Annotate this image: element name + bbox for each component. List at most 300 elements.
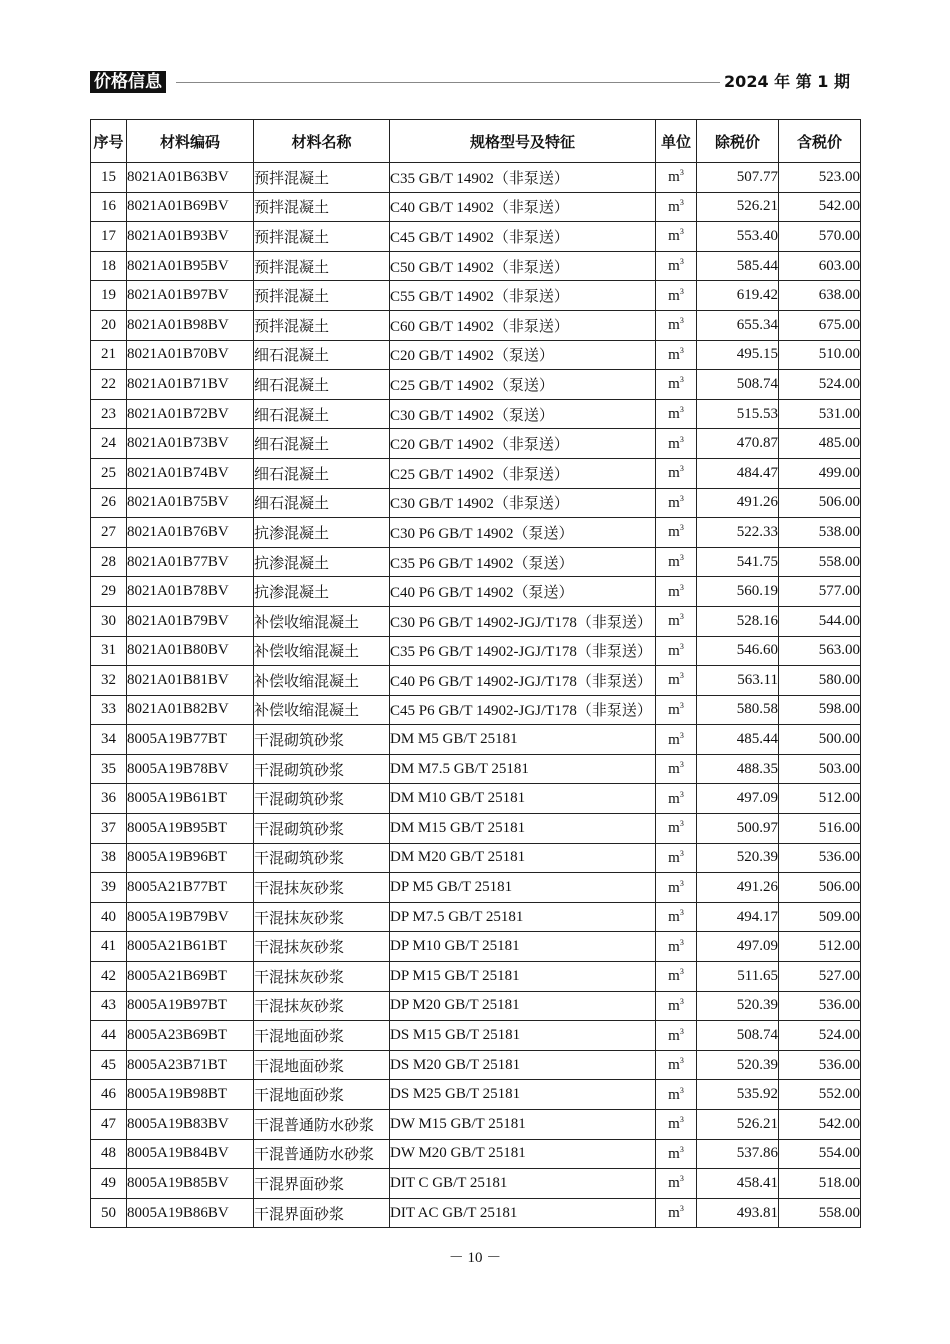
cell-name: 补偿收缩混凝土 bbox=[254, 636, 390, 666]
cell-price-inc-tax: 510.00 bbox=[779, 340, 861, 370]
table-row bbox=[91, 547, 861, 577]
cell-code: 8021A01B93BV bbox=[127, 222, 254, 252]
cell-spec: DS M25 GB/T 25181 bbox=[390, 1080, 656, 1110]
cell-no: 46 bbox=[91, 1080, 127, 1110]
cell-no: 45 bbox=[91, 1050, 127, 1080]
cell-no: 22 bbox=[91, 370, 127, 400]
cell-code: 8021A01B73BV bbox=[127, 429, 254, 459]
unit-base: m bbox=[668, 494, 680, 511]
price-table bbox=[90, 119, 861, 1228]
cell-code: 8021A01B75BV bbox=[127, 488, 254, 518]
cell-name: 预拌混凝土 bbox=[254, 163, 390, 193]
cell-price-inc-tax: 675.00 bbox=[779, 310, 861, 340]
col-header-price-ex-tax: 除税价 bbox=[697, 120, 779, 163]
cell-name: 干混抹灰砂浆 bbox=[254, 873, 390, 903]
cell-unit bbox=[656, 429, 697, 459]
cell-code: 8021A01B81BV bbox=[127, 666, 254, 696]
table-row bbox=[91, 1080, 861, 1110]
cell-code: 8005A19B84BV bbox=[127, 1139, 254, 1169]
cell-code: 8005A19B85BV bbox=[127, 1169, 254, 1199]
cell-price-ex-tax: 655.34 bbox=[697, 310, 779, 340]
col-header-no: 序号 bbox=[91, 120, 127, 163]
cell-no: 35 bbox=[91, 754, 127, 784]
cell-spec: C25 GB/T 14902（非泵送） bbox=[390, 458, 656, 488]
cell-unit bbox=[656, 784, 697, 814]
cell-price-inc-tax: 558.00 bbox=[779, 1198, 861, 1228]
unit-exponent: 3 bbox=[679, 464, 684, 474]
cell-spec: C35 GB/T 14902（非泵送） bbox=[390, 163, 656, 193]
cell-price-inc-tax: 554.00 bbox=[779, 1139, 861, 1169]
cell-code: 8021A01B77BV bbox=[127, 547, 254, 577]
cell-price-inc-tax: 598.00 bbox=[779, 695, 861, 725]
unit-exponent: 3 bbox=[679, 316, 684, 326]
cell-price-ex-tax: 537.86 bbox=[697, 1139, 779, 1169]
cell-price-ex-tax: 560.19 bbox=[697, 577, 779, 607]
unit-exponent: 3 bbox=[679, 730, 684, 740]
unit-exponent: 3 bbox=[679, 345, 684, 355]
unit-base: m bbox=[668, 909, 680, 926]
cell-spec: C30 P6 GB/T 14902（泵送） bbox=[390, 518, 656, 548]
unit-exponent: 3 bbox=[679, 375, 684, 385]
unit-base: m bbox=[668, 1057, 680, 1074]
cell-name: 细石混凝土 bbox=[254, 429, 390, 459]
table-row bbox=[91, 784, 861, 814]
cell-spec: C40 P6 GB/T 14902-JGJ/T178（非泵送） bbox=[390, 666, 656, 696]
cell-spec: C40 GB/T 14902（非泵送） bbox=[390, 192, 656, 222]
cell-price-ex-tax: 541.75 bbox=[697, 547, 779, 577]
cell-price-ex-tax: 526.21 bbox=[697, 192, 779, 222]
cell-name: 预拌混凝土 bbox=[254, 222, 390, 252]
table-row bbox=[91, 932, 861, 962]
cell-price-inc-tax: 536.00 bbox=[779, 843, 861, 873]
unit-base: m bbox=[668, 406, 680, 423]
cell-unit bbox=[656, 340, 697, 370]
cell-unit bbox=[656, 695, 697, 725]
cell-unit bbox=[656, 873, 697, 903]
cell-name: 预拌混凝土 bbox=[254, 310, 390, 340]
cell-price-ex-tax: 485.44 bbox=[697, 725, 779, 755]
cell-unit bbox=[656, 991, 697, 1021]
col-header-code: 材料编码 bbox=[127, 120, 254, 163]
cell-no: 19 bbox=[91, 281, 127, 311]
table-row bbox=[91, 695, 861, 725]
cell-price-inc-tax: 531.00 bbox=[779, 399, 861, 429]
cell-unit bbox=[656, 577, 697, 607]
cell-price-inc-tax: 570.00 bbox=[779, 222, 861, 252]
table-row bbox=[91, 991, 861, 1021]
cell-price-ex-tax: 497.09 bbox=[697, 932, 779, 962]
cell-price-inc-tax: 503.00 bbox=[779, 754, 861, 784]
cell-name: 细石混凝土 bbox=[254, 399, 390, 429]
cell-no: 40 bbox=[91, 902, 127, 932]
cell-name: 干混砌筑砂浆 bbox=[254, 814, 390, 844]
cell-no: 42 bbox=[91, 962, 127, 992]
cell-price-inc-tax: 558.00 bbox=[779, 547, 861, 577]
unit-base: m bbox=[668, 583, 680, 600]
cell-name: 干混砌筑砂浆 bbox=[254, 784, 390, 814]
cell-spec: C55 GB/T 14902（非泵送） bbox=[390, 281, 656, 311]
unit-base: m bbox=[668, 346, 680, 363]
cell-price-ex-tax: 520.39 bbox=[697, 1050, 779, 1080]
col-header-spec: 规格型号及特征 bbox=[390, 120, 656, 163]
cell-price-inc-tax: 577.00 bbox=[779, 577, 861, 607]
unit-base: m bbox=[668, 879, 680, 896]
unit-exponent: 3 bbox=[679, 493, 684, 503]
cell-code: 8021A01B97BV bbox=[127, 281, 254, 311]
cell-price-ex-tax: 520.39 bbox=[697, 991, 779, 1021]
cell-no: 15 bbox=[91, 163, 127, 193]
cell-no: 27 bbox=[91, 518, 127, 548]
cell-unit bbox=[656, 1021, 697, 1051]
cell-spec: DM M20 GB/T 25181 bbox=[390, 843, 656, 873]
table-row bbox=[91, 1198, 861, 1228]
cell-code: 8021A01B69BV bbox=[127, 192, 254, 222]
cell-price-inc-tax: 518.00 bbox=[779, 1169, 861, 1199]
cell-no: 39 bbox=[91, 873, 127, 903]
cell-spec: C35 P6 GB/T 14902-JGJ/T178（非泵送） bbox=[390, 636, 656, 666]
cell-price-inc-tax: 542.00 bbox=[779, 1110, 861, 1140]
cell-no: 17 bbox=[91, 222, 127, 252]
cell-code: 8021A01B76BV bbox=[127, 518, 254, 548]
table-row bbox=[91, 340, 861, 370]
unit-exponent: 3 bbox=[679, 1026, 684, 1036]
cell-unit bbox=[656, 251, 697, 281]
cell-unit bbox=[656, 458, 697, 488]
cell-spec: DM M5 GB/T 25181 bbox=[390, 725, 656, 755]
cell-name: 细石混凝土 bbox=[254, 370, 390, 400]
table-row bbox=[91, 222, 861, 252]
cell-no: 18 bbox=[91, 251, 127, 281]
cell-code: 8005A19B98BT bbox=[127, 1080, 254, 1110]
unit-base: m bbox=[668, 1175, 680, 1192]
unit-base: m bbox=[668, 554, 680, 571]
cell-name: 预拌混凝土 bbox=[254, 251, 390, 281]
table-row bbox=[91, 636, 861, 666]
cell-spec: DIT AC GB/T 25181 bbox=[390, 1198, 656, 1228]
cell-name: 预拌混凝土 bbox=[254, 192, 390, 222]
cell-unit bbox=[656, 932, 697, 962]
cell-price-inc-tax: 563.00 bbox=[779, 636, 861, 666]
cell-no: 24 bbox=[91, 429, 127, 459]
cell-unit bbox=[656, 666, 697, 696]
cell-no: 43 bbox=[91, 991, 127, 1021]
cell-price-inc-tax: 580.00 bbox=[779, 666, 861, 696]
cell-spec: C50 GB/T 14902（非泵送） bbox=[390, 251, 656, 281]
cell-name: 干混地面砂浆 bbox=[254, 1021, 390, 1051]
cell-price-ex-tax: 458.41 bbox=[697, 1169, 779, 1199]
table-row bbox=[91, 1050, 861, 1080]
unit-base: m bbox=[668, 968, 680, 985]
unit-exponent: 3 bbox=[679, 967, 684, 977]
cell-price-inc-tax: 603.00 bbox=[779, 251, 861, 281]
cell-unit bbox=[656, 725, 697, 755]
cell-unit bbox=[656, 518, 697, 548]
cell-no: 21 bbox=[91, 340, 127, 370]
cell-price-inc-tax: 512.00 bbox=[779, 784, 861, 814]
cell-price-inc-tax: 500.00 bbox=[779, 725, 861, 755]
cell-spec: DM M7.5 GB/T 25181 bbox=[390, 754, 656, 784]
cell-unit bbox=[656, 1110, 697, 1140]
table-row bbox=[91, 1139, 861, 1169]
cell-unit bbox=[656, 163, 697, 193]
cell-price-inc-tax: 499.00 bbox=[779, 458, 861, 488]
cell-unit bbox=[656, 1080, 697, 1110]
unit-exponent: 3 bbox=[679, 405, 684, 415]
unit-exponent: 3 bbox=[679, 1204, 684, 1214]
unit-exponent: 3 bbox=[679, 168, 684, 178]
unit-exponent: 3 bbox=[679, 1174, 684, 1184]
cell-unit bbox=[656, 222, 697, 252]
cell-spec: DP M10 GB/T 25181 bbox=[390, 932, 656, 962]
cell-code: 8021A01B80BV bbox=[127, 636, 254, 666]
cell-price-ex-tax: 497.09 bbox=[697, 784, 779, 814]
cell-name: 干混砌筑砂浆 bbox=[254, 754, 390, 784]
table-row bbox=[91, 163, 861, 193]
cell-name: 干混地面砂浆 bbox=[254, 1050, 390, 1080]
unit-exponent: 3 bbox=[679, 434, 684, 444]
cell-no: 16 bbox=[91, 192, 127, 222]
unit-base: m bbox=[668, 376, 680, 393]
cell-name: 细石混凝土 bbox=[254, 340, 390, 370]
unit-exponent: 3 bbox=[679, 1115, 684, 1125]
unit-base: m bbox=[668, 1086, 680, 1103]
cell-unit bbox=[656, 547, 697, 577]
cell-no: 23 bbox=[91, 399, 127, 429]
unit-base: m bbox=[668, 287, 680, 304]
unit-base: m bbox=[668, 672, 680, 689]
unit-exponent: 3 bbox=[679, 197, 684, 207]
unit-base: m bbox=[668, 1145, 680, 1162]
cell-price-ex-tax: 495.15 bbox=[697, 340, 779, 370]
cell-spec: DIT C GB/T 25181 bbox=[390, 1169, 656, 1199]
cell-name: 补偿收缩混凝土 bbox=[254, 606, 390, 636]
cell-price-inc-tax: 527.00 bbox=[779, 962, 861, 992]
unit-base: m bbox=[668, 228, 680, 245]
unit-base: m bbox=[668, 613, 680, 630]
cell-price-inc-tax: 506.00 bbox=[779, 488, 861, 518]
cell-name: 干混普通防水砂浆 bbox=[254, 1110, 390, 1140]
cell-code: 8021A01B72BV bbox=[127, 399, 254, 429]
cell-unit bbox=[656, 636, 697, 666]
cell-code: 8021A01B70BV bbox=[127, 340, 254, 370]
unit-exponent: 3 bbox=[679, 878, 684, 888]
unit-base: m bbox=[668, 790, 680, 807]
table-row bbox=[91, 1021, 861, 1051]
header-divider bbox=[176, 82, 720, 83]
cell-code: 8005A19B61BT bbox=[127, 784, 254, 814]
cell-spec: C35 P6 GB/T 14902（泵送） bbox=[390, 547, 656, 577]
cell-spec: DP M5 GB/T 25181 bbox=[390, 873, 656, 903]
cell-name: 干混抹灰砂浆 bbox=[254, 902, 390, 932]
cell-code: 8021A01B95BV bbox=[127, 251, 254, 281]
unit-base: m bbox=[668, 258, 680, 275]
table-row bbox=[91, 725, 861, 755]
cell-price-ex-tax: 488.35 bbox=[697, 754, 779, 784]
table-row bbox=[91, 1110, 861, 1140]
unit-base: m bbox=[668, 820, 680, 837]
col-header-price-inc-tax: 含税价 bbox=[779, 120, 861, 163]
unit-base: m bbox=[668, 169, 680, 186]
cell-code: 8021A01B63BV bbox=[127, 163, 254, 193]
cell-code: 8005A19B96BT bbox=[127, 843, 254, 873]
unit-base: m bbox=[668, 997, 680, 1014]
col-header-name: 材料名称 bbox=[254, 120, 390, 163]
cell-no: 20 bbox=[91, 310, 127, 340]
cell-spec: C30 P6 GB/T 14902-JGJ/T178（非泵送） bbox=[390, 606, 656, 636]
cell-no: 25 bbox=[91, 458, 127, 488]
cell-unit bbox=[656, 192, 697, 222]
table-row bbox=[91, 754, 861, 784]
cell-name: 干混砌筑砂浆 bbox=[254, 725, 390, 755]
cell-price-inc-tax: 536.00 bbox=[779, 991, 861, 1021]
cell-unit bbox=[656, 814, 697, 844]
cell-price-ex-tax: 563.11 bbox=[697, 666, 779, 696]
unit-base: m bbox=[668, 317, 680, 334]
cell-code: 8005A19B78BV bbox=[127, 754, 254, 784]
cell-no: 31 bbox=[91, 636, 127, 666]
cell-spec: DW M20 GB/T 25181 bbox=[390, 1139, 656, 1169]
unit-base: m bbox=[668, 642, 680, 659]
unit-base: m bbox=[668, 1205, 680, 1222]
table-row bbox=[91, 666, 861, 696]
cell-code: 8005A23B71BT bbox=[127, 1050, 254, 1080]
cell-price-inc-tax: 536.00 bbox=[779, 1050, 861, 1080]
cell-price-ex-tax: 493.81 bbox=[697, 1198, 779, 1228]
cell-no: 37 bbox=[91, 814, 127, 844]
cell-code: 8005A19B83BV bbox=[127, 1110, 254, 1140]
cell-code: 8005A19B86BV bbox=[127, 1198, 254, 1228]
cell-price-ex-tax: 494.17 bbox=[697, 902, 779, 932]
cell-no: 47 bbox=[91, 1110, 127, 1140]
cell-unit bbox=[656, 1050, 697, 1080]
cell-code: 8005A19B79BV bbox=[127, 902, 254, 932]
cell-price-inc-tax: 552.00 bbox=[779, 1080, 861, 1110]
table-row bbox=[91, 962, 861, 992]
cell-code: 8005A19B97BT bbox=[127, 991, 254, 1021]
cell-no: 48 bbox=[91, 1139, 127, 1169]
cell-price-inc-tax: 544.00 bbox=[779, 606, 861, 636]
cell-price-ex-tax: 508.74 bbox=[697, 370, 779, 400]
cell-spec: DW M15 GB/T 25181 bbox=[390, 1110, 656, 1140]
table-row bbox=[91, 606, 861, 636]
cell-price-ex-tax: 528.16 bbox=[697, 606, 779, 636]
cell-price-inc-tax: 516.00 bbox=[779, 814, 861, 844]
unit-base: m bbox=[668, 761, 680, 778]
cell-price-inc-tax: 542.00 bbox=[779, 192, 861, 222]
cell-code: 8021A01B79BV bbox=[127, 606, 254, 636]
cell-spec: C60 GB/T 14902（非泵送） bbox=[390, 310, 656, 340]
unit-base: m bbox=[668, 198, 680, 215]
cell-spec: DM M15 GB/T 25181 bbox=[390, 814, 656, 844]
unit-base: m bbox=[668, 524, 680, 541]
cell-spec: DS M20 GB/T 25181 bbox=[390, 1050, 656, 1080]
unit-base: m bbox=[668, 465, 680, 482]
cell-price-ex-tax: 580.58 bbox=[697, 695, 779, 725]
cell-price-inc-tax: 512.00 bbox=[779, 932, 861, 962]
cell-name: 干混界面砂浆 bbox=[254, 1169, 390, 1199]
unit-base: m bbox=[668, 1027, 680, 1044]
cell-name: 抗渗混凝土 bbox=[254, 518, 390, 548]
section-tag: 价格信息 bbox=[90, 71, 166, 93]
table-row bbox=[91, 370, 861, 400]
table-row bbox=[91, 873, 861, 903]
cell-spec: C40 P6 GB/T 14902（泵送） bbox=[390, 577, 656, 607]
cell-spec: C30 GB/T 14902（非泵送） bbox=[390, 488, 656, 518]
cell-price-ex-tax: 535.92 bbox=[697, 1080, 779, 1110]
cell-code: 8021A01B82BV bbox=[127, 695, 254, 725]
cell-unit bbox=[656, 843, 697, 873]
cell-spec: C30 GB/T 14902（泵送） bbox=[390, 399, 656, 429]
unit-base: m bbox=[668, 938, 680, 955]
cell-unit bbox=[656, 370, 697, 400]
cell-name: 干混抹灰砂浆 bbox=[254, 991, 390, 1021]
cell-code: 8021A01B71BV bbox=[127, 370, 254, 400]
cell-price-ex-tax: 470.87 bbox=[697, 429, 779, 459]
table-row bbox=[91, 902, 861, 932]
cell-name: 干混地面砂浆 bbox=[254, 1080, 390, 1110]
cell-price-ex-tax: 585.44 bbox=[697, 251, 779, 281]
cell-price-inc-tax: 509.00 bbox=[779, 902, 861, 932]
cell-name: 干混砌筑砂浆 bbox=[254, 843, 390, 873]
unit-base: m bbox=[668, 731, 680, 748]
unit-exponent: 3 bbox=[679, 553, 684, 563]
cell-spec: DS M15 GB/T 25181 bbox=[390, 1021, 656, 1051]
table-row bbox=[91, 399, 861, 429]
cell-price-inc-tax: 524.00 bbox=[779, 370, 861, 400]
page-header bbox=[90, 69, 850, 95]
table-row bbox=[91, 458, 861, 488]
cell-price-ex-tax: 484.47 bbox=[697, 458, 779, 488]
cell-name: 干混普通防水砂浆 bbox=[254, 1139, 390, 1169]
cell-unit bbox=[656, 1139, 697, 1169]
cell-price-ex-tax: 522.33 bbox=[697, 518, 779, 548]
cell-no: 34 bbox=[91, 725, 127, 755]
cell-spec: DP M7.5 GB/T 25181 bbox=[390, 902, 656, 932]
cell-unit bbox=[656, 310, 697, 340]
cell-price-ex-tax: 500.97 bbox=[697, 814, 779, 844]
cell-spec: C20 GB/T 14902（泵送） bbox=[390, 340, 656, 370]
cell-no: 30 bbox=[91, 606, 127, 636]
cell-name: 补偿收缩混凝土 bbox=[254, 695, 390, 725]
cell-code: 8005A21B69BT bbox=[127, 962, 254, 992]
cell-code: 8005A21B61BT bbox=[127, 932, 254, 962]
cell-code: 8021A01B98BV bbox=[127, 310, 254, 340]
cell-spec: DM M10 GB/T 25181 bbox=[390, 784, 656, 814]
cell-spec: C45 P6 GB/T 14902-JGJ/T178（非泵送） bbox=[390, 695, 656, 725]
unit-exponent: 3 bbox=[679, 671, 684, 681]
cell-no: 50 bbox=[91, 1198, 127, 1228]
cell-unit bbox=[656, 606, 697, 636]
table-row bbox=[91, 843, 861, 873]
cell-code: 8021A01B74BV bbox=[127, 458, 254, 488]
unit-exponent: 3 bbox=[679, 582, 684, 592]
cell-spec: C20 GB/T 14902（非泵送） bbox=[390, 429, 656, 459]
cell-price-ex-tax: 546.60 bbox=[697, 636, 779, 666]
unit-base: m bbox=[668, 1116, 680, 1133]
cell-code: 8021A01B78BV bbox=[127, 577, 254, 607]
cell-code: 8005A19B95BT bbox=[127, 814, 254, 844]
cell-unit bbox=[656, 902, 697, 932]
cell-name: 补偿收缩混凝土 bbox=[254, 666, 390, 696]
cell-unit bbox=[656, 754, 697, 784]
cell-price-inc-tax: 523.00 bbox=[779, 163, 861, 193]
cell-name: 预拌混凝土 bbox=[254, 281, 390, 311]
cell-price-ex-tax: 526.21 bbox=[697, 1110, 779, 1140]
unit-exponent: 3 bbox=[679, 760, 684, 770]
table-row bbox=[91, 814, 861, 844]
unit-exponent: 3 bbox=[679, 1144, 684, 1154]
cell-unit bbox=[656, 281, 697, 311]
